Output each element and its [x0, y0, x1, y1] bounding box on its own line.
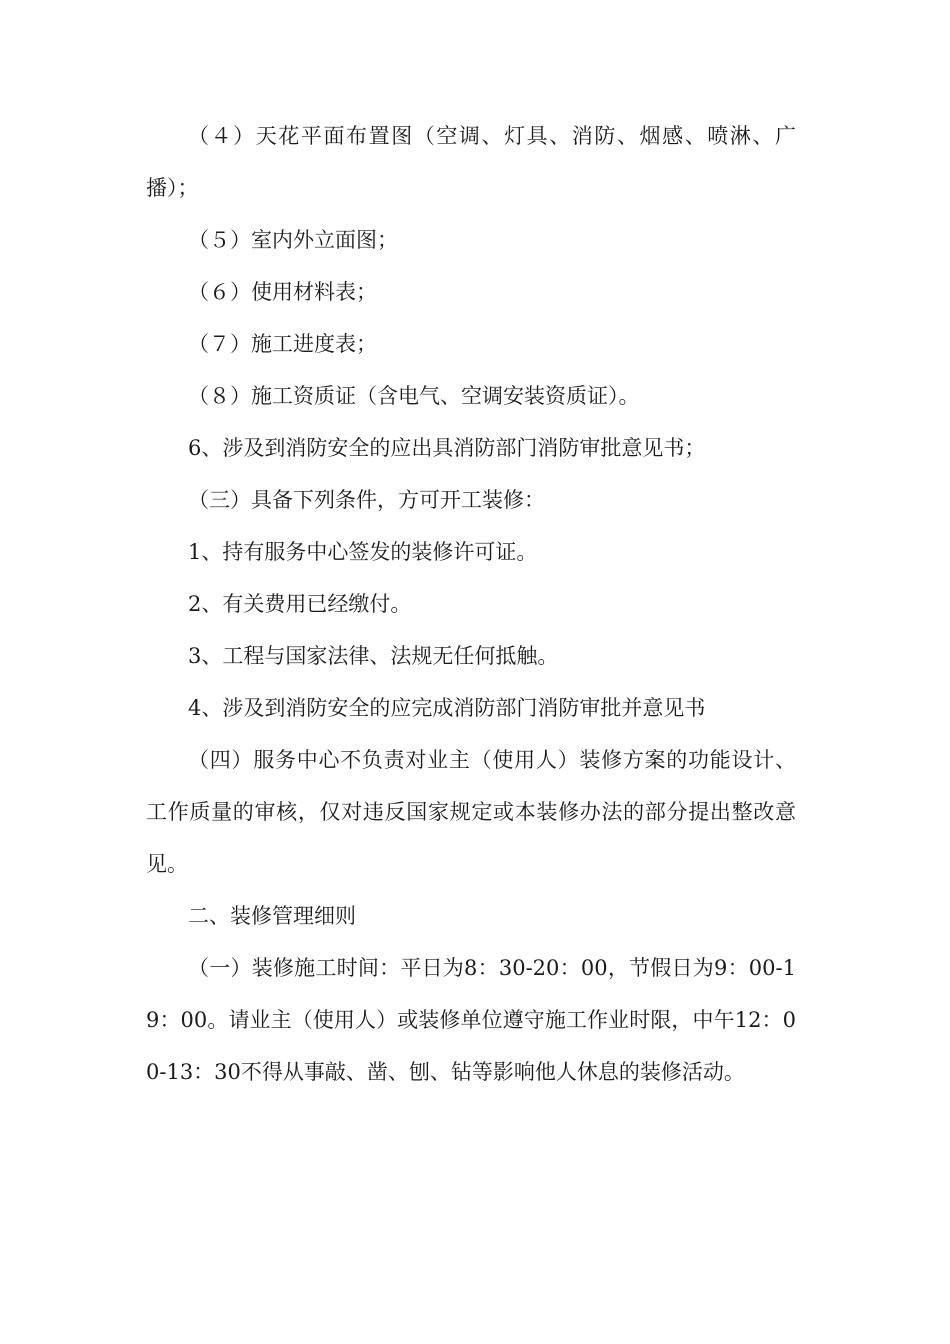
paragraph: （８）施工资质证（含电气、空调安装资质证）。	[188, 384, 640, 408]
paragraph: （５）室内外立面图；	[188, 228, 398, 252]
section-heading: （三）具备下列条件，方可开工装修：	[188, 488, 545, 512]
paragraph: 4、涉及到消防安全的应完成消防部门消防审批并意见书	[188, 696, 706, 720]
paragraph: （４）天花平面布置图（空调、灯具、消防、烟感、喷淋、广播）；	[146, 124, 796, 200]
paragraph: 2、有关费用已经缴付。	[188, 592, 412, 616]
paragraph: （７）施工进度表；	[188, 332, 377, 356]
paragraph: （一）装修施工时间：平日为8：30-20：00，节假日为9：00-19：00。请业主（使用人）或装修单位遵守施工作业时限，中午12：00-13：30不得从事敲、凿、刨、钻等影响他人休息的装修活动。	[146, 956, 796, 1084]
paragraph: （６）使用材料表；	[188, 280, 377, 304]
document-body	[146, 110, 796, 1098]
paragraph: 3、工程与国家法律、法规无任何抵触。	[188, 644, 559, 668]
paragraph: （四）服务中心不负责对业主（使用人）装修方案的功能设计、工作质量的审核，仅对违反国家规定或本装修办法的部分提出整改意见。	[146, 748, 796, 876]
section-heading: 二、装修管理细则	[188, 904, 356, 928]
paragraph: 6、涉及到消防安全的应出具消防部门消防审批意见书；	[188, 436, 706, 460]
paragraph: 1、持有服务中心签发的装修许可证。	[188, 540, 538, 564]
